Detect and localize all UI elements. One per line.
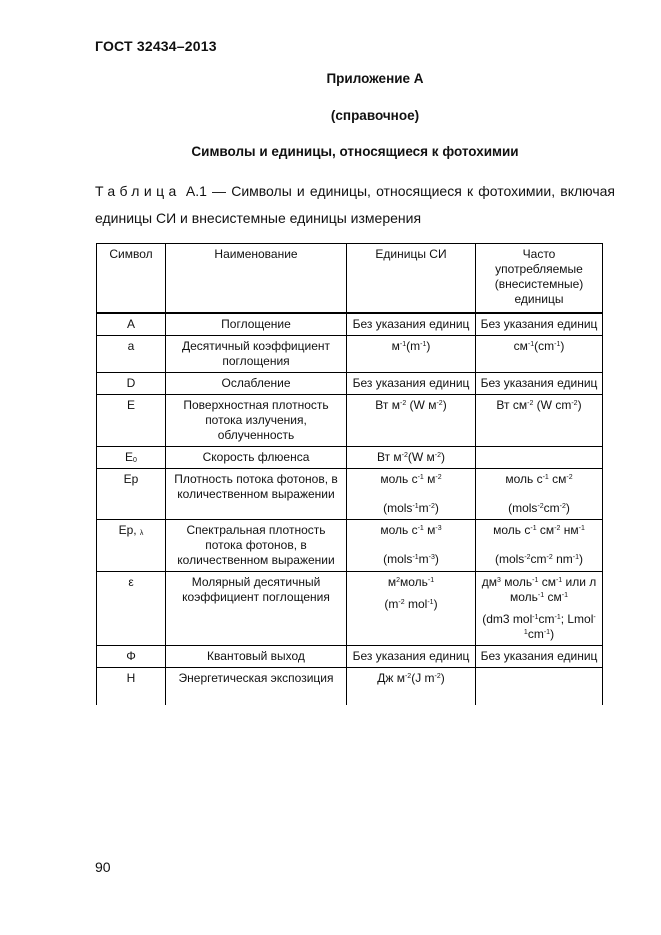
table-row bbox=[97, 668, 603, 706]
name-cell: Поверхностная плотность потока излучения, облученность bbox=[166, 395, 347, 447]
symbol-cell: D bbox=[97, 373, 166, 395]
symbol-cell: ε bbox=[97, 572, 166, 646]
other-unit-cell: Без указания единиц bbox=[476, 646, 603, 668]
column-header: Единицы СИ bbox=[347, 244, 476, 314]
name-cell: Молярный десятичный коэффициент поглощения bbox=[166, 572, 347, 646]
table-row bbox=[97, 373, 603, 395]
table-row bbox=[97, 395, 603, 447]
symbol-cell: A bbox=[97, 313, 166, 336]
symbol-cell: H bbox=[97, 668, 166, 706]
name-cell: Энергетическая экспозиция bbox=[166, 668, 347, 706]
name-cell: Скорость флюенса bbox=[166, 447, 347, 469]
name-cell: Спектральная плотность потока фотонов, в количественном выражении bbox=[166, 520, 347, 572]
page-number: 90 bbox=[95, 859, 111, 875]
si-unit-cell: Без указания единиц bbox=[347, 373, 476, 395]
other-unit-cell bbox=[476, 447, 603, 469]
name-cell: Плотность потока фотонов, в количественном выражении bbox=[166, 469, 347, 520]
si-unit-cell: моль $с^{-1}$ $м^{-2}$ $(mols^{-1}m^{-2})$ bbox=[347, 469, 476, 520]
name-cell: Квантовый выход bbox=[166, 646, 347, 668]
table-row bbox=[97, 646, 603, 668]
other-unit-cell: моль $с^{-1}$ $см^{-2}$ $нм^{-1}$ ($mols^{-2}cm^{-2}$ $nm^{-1}$) bbox=[476, 520, 603, 572]
table-caption bbox=[95, 178, 615, 232]
si-unit-cell: Вт $м^{-2}(W$ $м^{-2}$) bbox=[347, 447, 476, 469]
table-caption-text: А.1 — Символы и единицы, относящиеся к фотохимии, включая единицы СИ и внесистемные единицы измерения bbox=[95, 183, 615, 226]
si-unit-cell: Без указания единиц bbox=[347, 313, 476, 336]
symbol-cell: E bbox=[97, 395, 166, 447]
si-unit-cell: Без указания единиц bbox=[347, 646, 476, 668]
symbol-cell: Ep bbox=[97, 469, 166, 520]
name-cell: Десятичный коэффициент поглощения bbox=[166, 336, 347, 373]
table-row bbox=[97, 469, 603, 520]
other-unit-cell: $дм^3$ моль$^{-1}$ $см^{-1}$ или л моль$^{-1}$ $см^{-1}$ (dm3 $mol^{-1}cm^{-1}$; $Lmol^{-1}cm^{-1}$) bbox=[476, 572, 603, 646]
units-table bbox=[96, 243, 603, 705]
name-cell: Поглощение bbox=[166, 313, 347, 336]
table-row bbox=[97, 520, 603, 572]
si-unit-cell: $м^{-1}(m^{-1})$ bbox=[347, 336, 476, 373]
symbol-cell: $E_0$ bbox=[97, 447, 166, 469]
other-unit-cell bbox=[476, 668, 603, 706]
annex-type: (справочное) bbox=[330, 108, 420, 123]
other-unit-cell: Без указания единиц bbox=[476, 313, 603, 336]
annex-title: Приложение А bbox=[326, 71, 424, 86]
table-row bbox=[97, 336, 603, 373]
si-unit-cell: Дж $м^{-2}(J$ $m^{-2}$) bbox=[347, 668, 476, 706]
column-header: Наименование bbox=[166, 244, 347, 314]
table-row bbox=[97, 572, 603, 646]
table-row bbox=[97, 313, 603, 336]
other-unit-cell: моль $с^{-1}$ $см^{-2}$ $(mols^{-2}cm^{-2})$ bbox=[476, 469, 603, 520]
other-unit-cell: Без указания единиц bbox=[476, 373, 603, 395]
annex-subtitle: Символы и единицы, относящиеся к фотохимии bbox=[191, 144, 519, 159]
table-row bbox=[97, 447, 603, 469]
symbol-cell: Ep, $_\lambda$ bbox=[97, 520, 166, 572]
symbol-cell: Φ bbox=[97, 646, 166, 668]
column-header: Часто употребляемые (внесистемные) единицы bbox=[476, 244, 603, 314]
document-code: ГОСТ 32434–2013 bbox=[95, 38, 217, 54]
symbol-cell: a bbox=[97, 336, 166, 373]
other-unit-cell: $см^{-1}(cm^{-1})$ bbox=[476, 336, 603, 373]
si-unit-cell: $м^2моль^{-1}$ ($m^{-2}$ mol$^{-1}$) bbox=[347, 572, 476, 646]
si-unit-cell: Вт $м^{-2}$ (W $м^{-2}$) bbox=[347, 395, 476, 447]
other-unit-cell: Вт $см^{-2}$ (W $cm^{-2}$) bbox=[476, 395, 603, 447]
table-header-row bbox=[97, 244, 603, 314]
name-cell: Ослабление bbox=[166, 373, 347, 395]
table-caption-label: Таблица bbox=[95, 183, 181, 199]
column-header: Символ bbox=[97, 244, 166, 314]
si-unit-cell: моль $с^{-1}$ $м^{-3}$ $(mols^{-1}m^{-3})$ bbox=[347, 520, 476, 572]
